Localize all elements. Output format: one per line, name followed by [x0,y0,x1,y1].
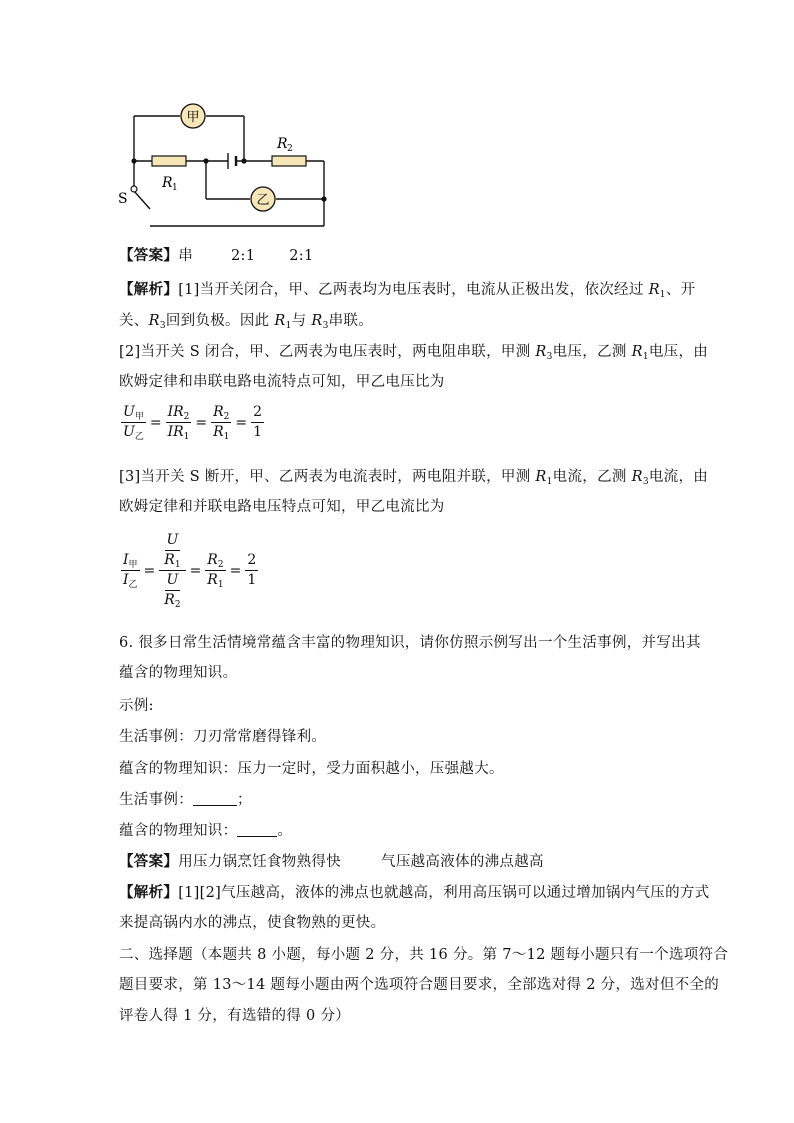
r2-sub: 2 [287,144,293,154]
q6-example-label: 示例: [119,698,154,714]
q5-analysis-line-1: 【解析】[1]当开关闭合，甲、乙两表均为电压表时，电流从正极出发，依次经过 $R_1$、开 [119,281,696,300]
r1-sub: 1 [172,183,178,193]
meter-yi-label: 乙 [256,193,270,208]
q6-knowledge-blank-line: 蕴含的物理知识： 。 [119,823,293,839]
q5-analysis-line-2: 关、$R_3$回到负极。因此 $R_1$与 $R_3$串联。 [119,313,374,331]
q6-stem-line-1: 6. 很多日常生活情境常蕴含丰富的物理知识，请你仿照示例写出一个生活事例，并写出其 [119,635,701,651]
section2-line-3: 评卷人得 1 分，有选错的得 0 分） [119,1008,351,1024]
resistor-r1 [152,156,186,166]
circuit-diagram [110,95,340,240]
resistor-r2 [272,156,306,166]
q6-analysis-line-2: 来提高锅内水的沸点，使食物熟的更快。 [119,915,386,931]
r2-label: R [277,136,288,152]
q6-example-life: 生活事例：刀刃常常磨得锋利。 [119,729,327,745]
section2-line-2: 题目要求，第 13～14 题每小题由两个选项符合题目要求，全部选对得 2 分，选对但不全的 [119,977,720,993]
knowledge-blank [237,822,277,837]
life-example-blank [193,791,237,806]
q5-analysis-line-4: 欧姆定律和串联电路电流特点可知，甲乙电压比为 [119,374,445,390]
q5-analysis-line-3: [2]当开关 S 闭合，甲、乙两表为电压表时，两电阻串联，甲测 $R_3$电压，乙测 $R_1$电压，由 [119,344,709,362]
q6-life-blank-line: 生活事例： ； [119,792,252,808]
current-ratio-equation: $\frac{I_甲}{I_乙}$ = $\frac{\frac{U}{R_1}}{\frac{U}{R_2}}$ = $\frac{R_2}{R_1}$ = $\frac{2}{1}$ [123,532,257,610]
q5-analysis-line-6: 欧姆定律和并联电路电压特点可知，甲乙电流比为 [119,499,445,515]
q5-answer-line: 【答案】串 2:1 2:1 [119,247,314,264]
q6-stem-line-2: 蕴含的物理知识。 [119,665,238,681]
switch-label: S [118,191,128,207]
section2-line-1: 二、选择题（本题共 8 小题，每小题 2 分，共 16 分。第 7～12 题每小题只有一个选项符合 [119,947,729,963]
q6-answer-line: 【答案】用压力锅烹饪食物熟得快 气压越高液体的沸点越高 [119,853,544,870]
meter-jia-label: 甲 [186,110,200,125]
voltage-ratio-equation: $\frac{U_甲}{U_乙}$ = $\frac{IR_2}{IR_1}$ = $\frac{R_2}{R_1}$ = $\frac{2}{1}$ [123,404,263,442]
q6-analysis-line-1: 【解析】[1][2]气压越高，液体的沸点也就越高，利用高压锅可以通过增加锅内气压的方式 [119,884,710,901]
q6-example-knowledge: 蕴含的物理知识：压力一定时，受力面积越小，压强越大。 [119,761,504,777]
q5-analysis-line-5: [3]当开关 S 断开，甲、乙两表为电流表时，两电阻并联，甲测 $R_1$电流，乙测 $R_3$电流，由 [119,469,709,487]
r1-label: R [162,175,173,191]
